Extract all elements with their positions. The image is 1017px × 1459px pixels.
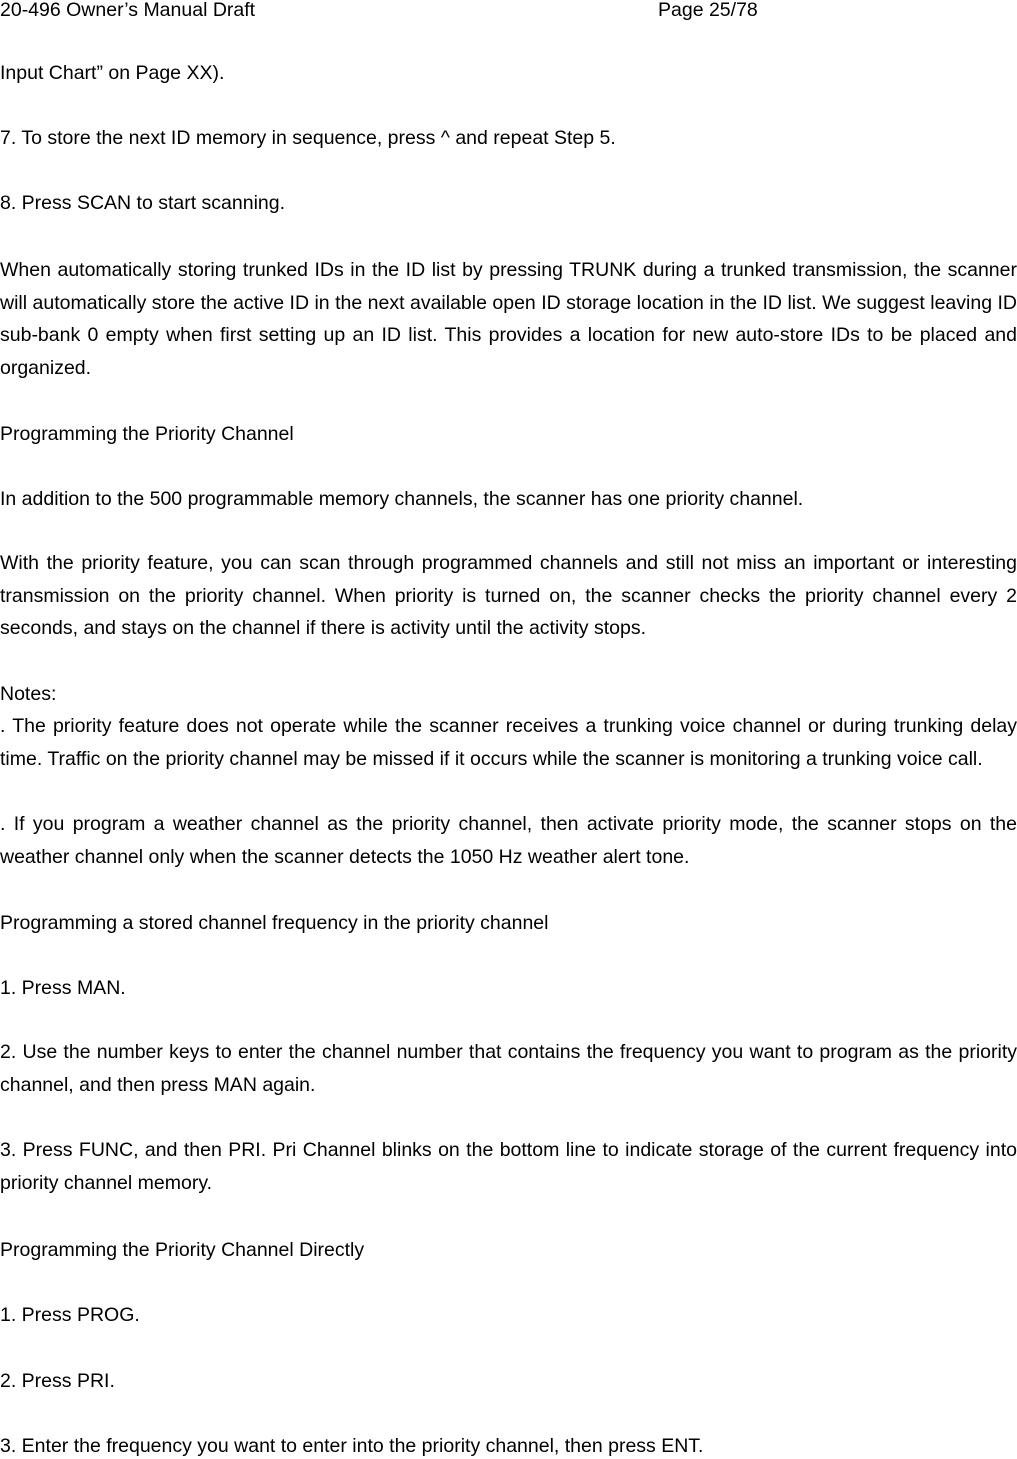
note-2: . If you program a weather channel as the priority channel, then activate priority mode, the scanner stops on the weather channel only when the scanner detects the 1050 Hz weather alert tone.: [0, 813, 1017, 868]
stored-step-2: 2. Use the number keys to enter the channel number that contains the frequency you want to program as the priority channel, and then press MAN again.: [0, 1041, 1017, 1096]
auto-store-paragraph: When automatically storing trunked IDs in the ID list by pressing TRUNK during a trunked transmission, the scanner will automatically store the active ID in the next available open ID storage location in the ID list. We suggest leaving ID sub-bank 0 empty when first setting up an ID list. This provides a location for new auto-store IDs to be placed and organized.: [0, 259, 1017, 379]
stored-step-1: 1. Press MAN.: [0, 977, 126, 999]
paragraph-continuation: Input Chart” on Page XX).: [0, 62, 225, 84]
section-heading-priority-channel: Programming the Priority Channel: [0, 423, 294, 445]
step-7: 7. To store the next ID memory in sequence, press ^ and repeat Step 5.: [0, 127, 616, 149]
subheading-direct-programming: Programming the Priority Channel Directly: [0, 1239, 365, 1261]
subheading-stored-channel: Programming a stored channel frequency in the priority channel: [0, 912, 549, 934]
priority-feature-paragraph: With the priority feature, you can scan through programmed channels and still not miss an important or interesting transmission on the priority channel. When priority is turned on, the scanner checks the priority channel every 2 seconds, and stays on the channel if there is activity until the activity stops.: [0, 552, 1017, 639]
direct-step-1: 1. Press PROG.: [0, 1304, 140, 1326]
document-title: 20-496 Owner’s Manual Draft: [0, 0, 256, 21]
step-8: 8. Press SCAN to start scanning.: [0, 192, 286, 214]
direct-step-3: 3. Enter the frequency you want to enter into the priority channel, then press ENT.: [0, 1435, 704, 1457]
direct-step-2: 2. Press PRI.: [0, 1370, 115, 1392]
stored-step-3: 3. Press FUNC, and then PRI. Pri Channel blinks on the bottom line to indicate storage of the current frequency into priority channel memory.: [0, 1139, 1017, 1194]
priority-intro-paragraph: In addition to the 500 programmable memory channels, the scanner has one priority channel.: [0, 488, 804, 510]
page-header: [0, 0, 1017, 23]
page-number: Page 25/78: [658, 0, 758, 21]
note-1: . The priority feature does not operate while the scanner receives a trunking voice channel or during trunking delay time. Traffic on the priority channel may be missed if it occurs while the scanner is monitoring a trunking voice call.: [0, 715, 1017, 770]
notes-label: Notes:: [0, 683, 57, 705]
